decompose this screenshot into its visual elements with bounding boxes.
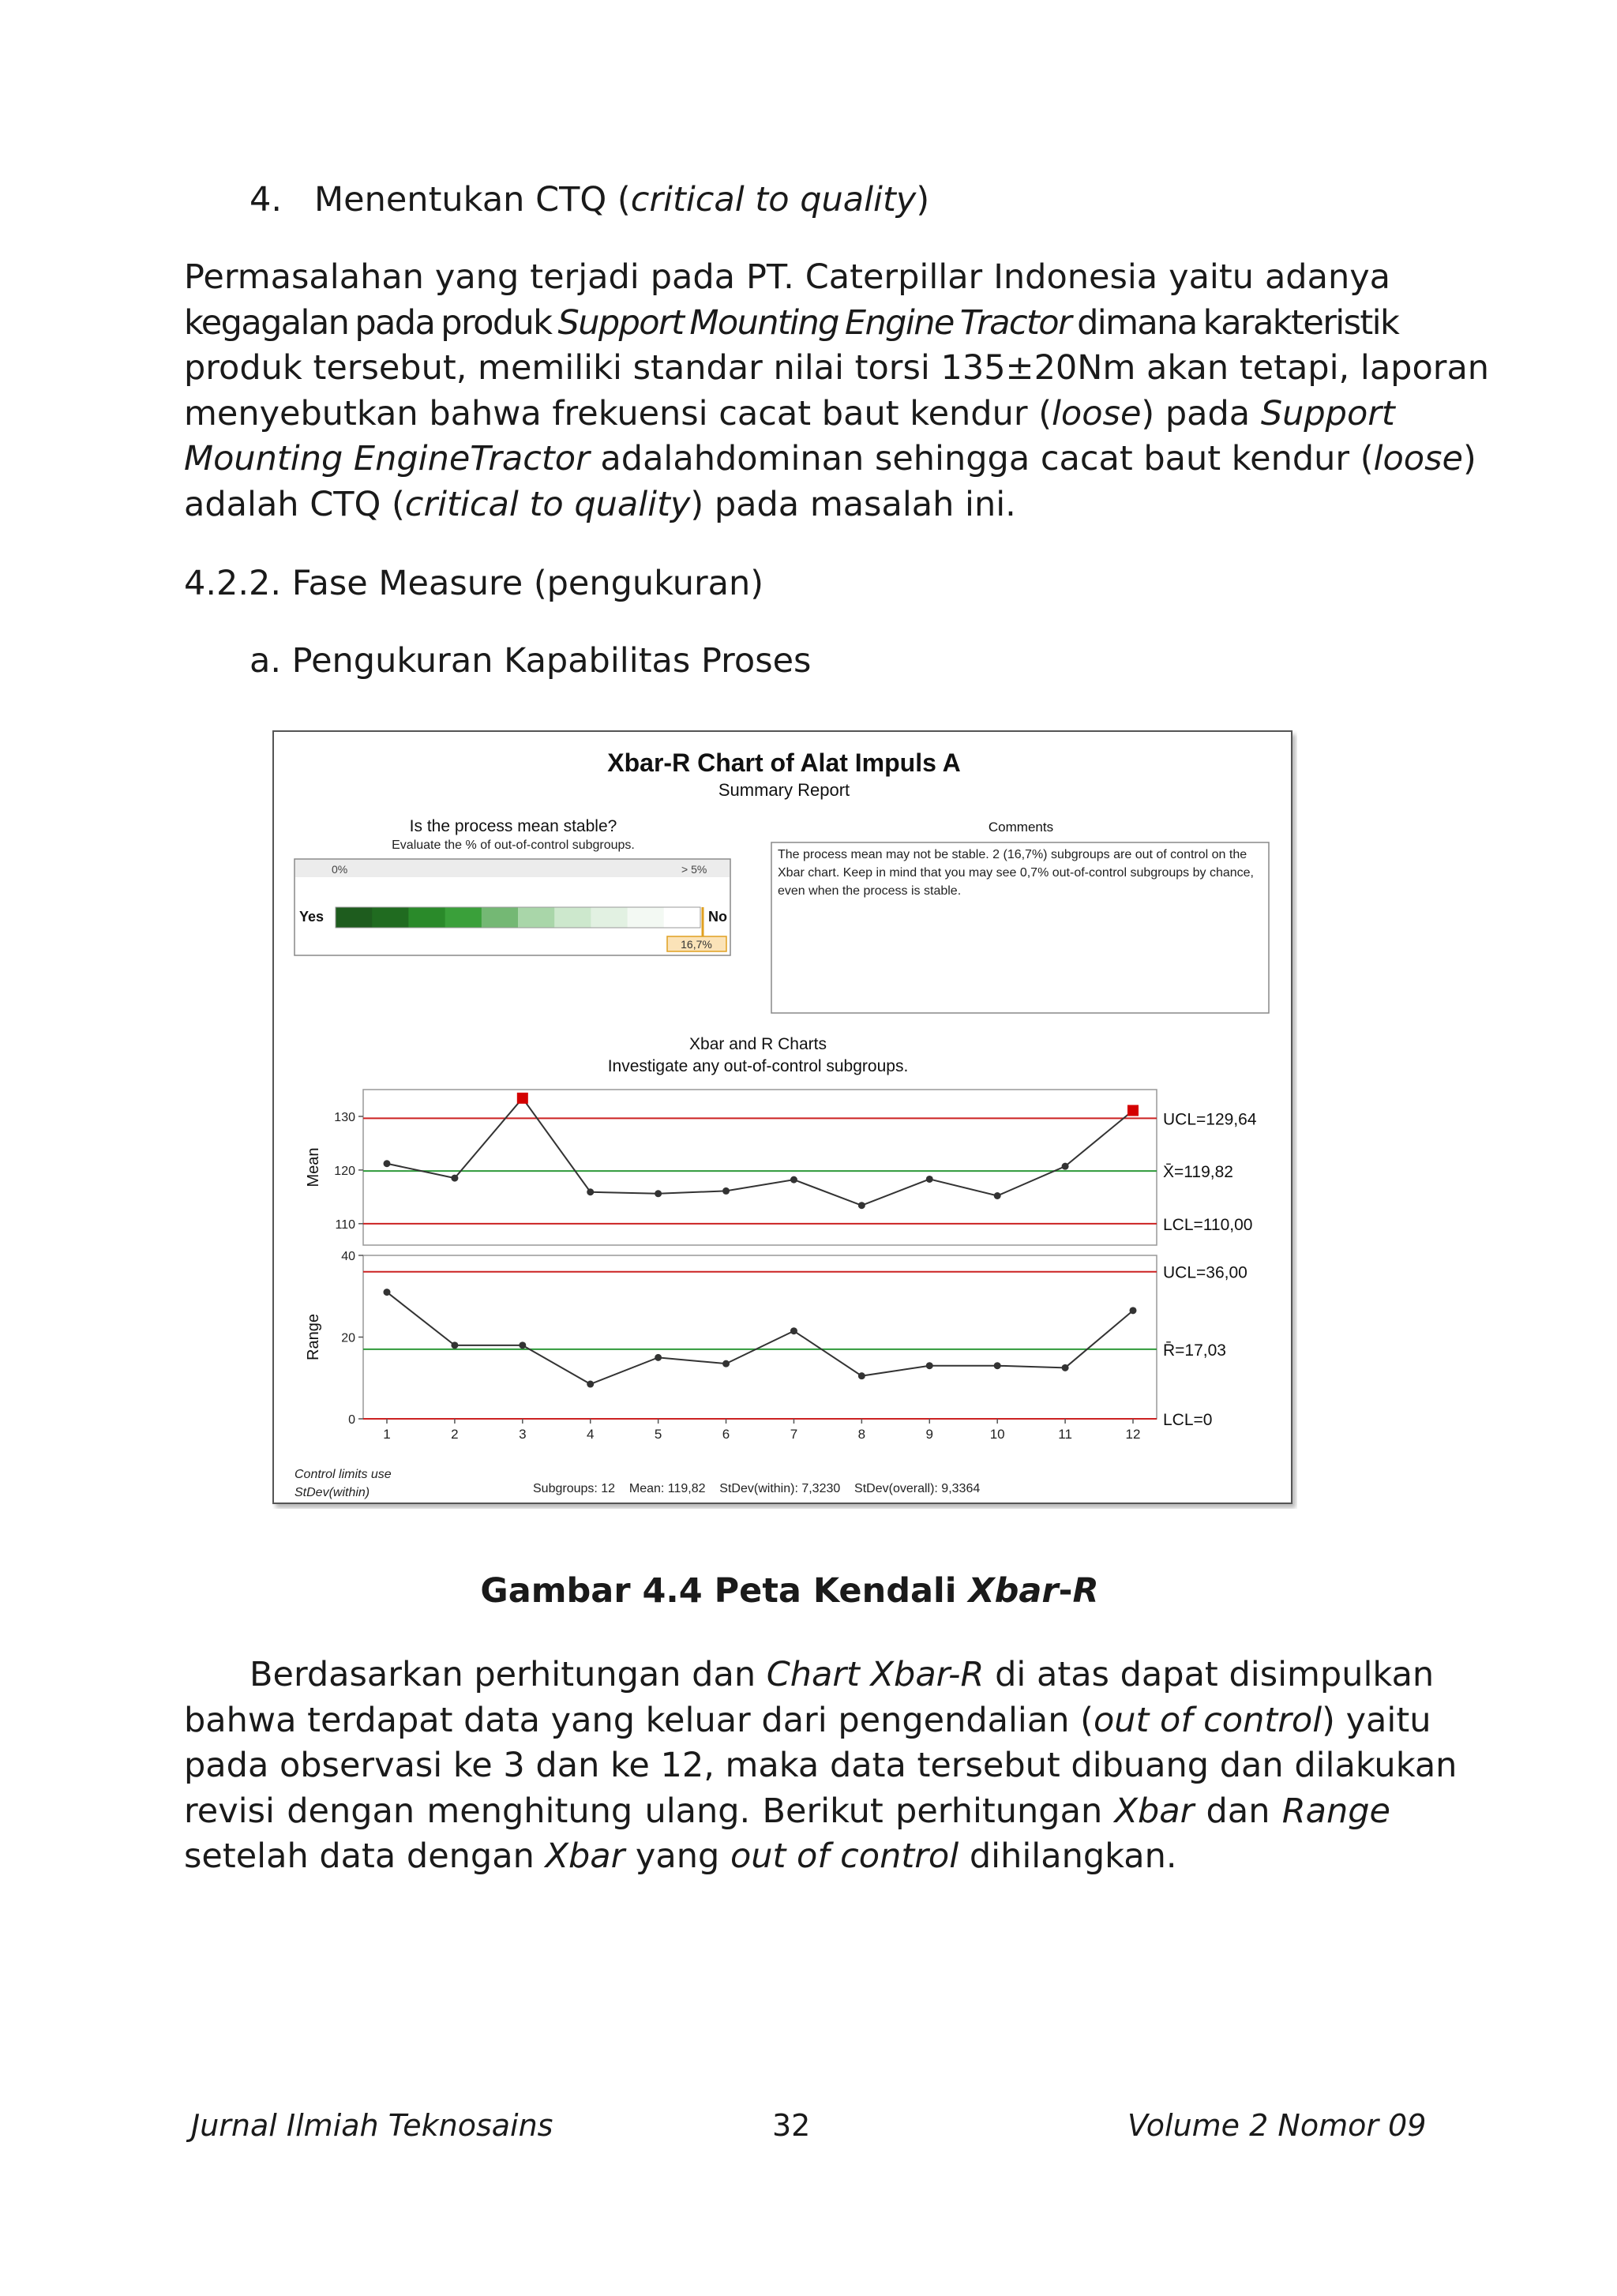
data-point (722, 1360, 730, 1367)
comments-title: Comments (988, 820, 1054, 835)
data-point (384, 1160, 391, 1167)
italic-text: out of control (1093, 1700, 1322, 1740)
italic-text: Support (1260, 393, 1395, 433)
data-point (1062, 1364, 1069, 1371)
lcl-label: LCL=110,00 (1163, 1215, 1253, 1234)
para2-line (184, 1789, 1390, 1835)
text: ) (1462, 439, 1476, 478)
y-tick-label: 20 (341, 1331, 355, 1345)
para1-line (184, 482, 1390, 528)
y-tick-label: 40 (341, 1250, 355, 1263)
data-point (1062, 1163, 1069, 1170)
data-point (587, 1188, 594, 1195)
y-tick-label: 130 (334, 1110, 355, 1124)
para2-line (184, 1743, 1458, 1789)
caption-italic: Xbar (968, 1571, 1059, 1611)
range-chart (305, 1250, 1247, 1442)
data-point (858, 1202, 865, 1209)
figure-subtitle: Summary Report (718, 780, 850, 800)
caption-text: - (1058, 1571, 1073, 1611)
text: dan (1194, 1791, 1282, 1831)
data-point (655, 1354, 662, 1361)
italic-text: loose (1373, 439, 1463, 478)
value-label: 16,7% (681, 938, 712, 951)
charts-title: Xbar and R Charts (689, 1035, 827, 1053)
text: di atas dapat disimpulkan (984, 1655, 1435, 1694)
italic-text: Mounting EngineTractor (184, 439, 590, 478)
data-point (994, 1192, 1001, 1199)
y-tick-label: 0 (348, 1413, 355, 1427)
text: setelah data dengan (184, 1836, 546, 1876)
footnote-line2: StDev(within) (295, 1486, 370, 1499)
caption-text: Gambar 4.4 Peta Kendali (480, 1571, 969, 1611)
x-tick-label: 10 (989, 1427, 1005, 1442)
no-label: No (708, 909, 727, 925)
y-tick-label: 120 (334, 1164, 355, 1178)
gradient-segment (372, 907, 409, 928)
x-tick-label: 11 (1058, 1427, 1072, 1442)
list-item-heading (249, 177, 929, 223)
x-tick-label: 6 (722, 1427, 730, 1442)
para1-line (184, 437, 1476, 482)
x-tick-label: 1 (383, 1427, 391, 1442)
x-tick-label: 5 (654, 1427, 662, 1442)
center-label: X̄=119,82 (1163, 1163, 1233, 1182)
para1-line (184, 301, 1399, 347)
data-point (451, 1341, 458, 1349)
data-point (587, 1381, 594, 1388)
data-point (790, 1327, 797, 1334)
figure-svg (272, 730, 1297, 1509)
italic-text: Xbar (545, 1836, 625, 1876)
comments-fo (778, 846, 1263, 1004)
gradient-segment (554, 907, 591, 928)
stats-line: Subgroups: 12 Mean: 119,82 StDev(within): 7,3230 StDev(overall): 9,3364 (533, 1482, 981, 1495)
ucl-label: UCL=36,00 (1163, 1263, 1247, 1282)
data-point (926, 1362, 933, 1369)
paragraph-ctq (184, 255, 1490, 527)
ucl-label: UCL=129,64 (1163, 1110, 1257, 1129)
scale-right-label: > 5% (681, 863, 707, 876)
scale-header (295, 860, 730, 877)
lcl-label: LCL=0 (1163, 1411, 1213, 1429)
gradient-segment (482, 907, 519, 928)
text: ) pada (1141, 393, 1261, 433)
italic-text: critical to quality (404, 484, 691, 524)
italic-text: Chart Xbar-R (766, 1655, 985, 1694)
gradient-segment (591, 907, 628, 928)
x-tick-label: 9 (925, 1427, 934, 1442)
text: pada observasi ke 3 dan ke 12, maka data tersebut dibuang dan dilakukan (184, 1746, 1458, 1785)
gradient-segment (628, 907, 665, 928)
caption-italic: R (1072, 1571, 1099, 1611)
x-tick-label: 3 (519, 1427, 527, 1442)
comments-text: The process mean may not be stable. 2 (16,7%) subgroups are out of control on the Xbar chart. Keep in mind that you may see 0,7% out-of-control subgroups by chance, even when the process is stable. (778, 848, 1254, 898)
data-point (994, 1362, 1001, 1369)
scale-left-label: 0% (332, 863, 348, 876)
data-point (790, 1176, 797, 1184)
xbar-chart (305, 1090, 1257, 1245)
text: bahwa terdapat data yang keluar dari pengendalian ( (184, 1700, 1094, 1740)
x-tick-label: 12 (1125, 1427, 1141, 1442)
y-axis-label: Range (305, 1314, 322, 1360)
text: revisi dengan menghitung ulang. Berikut perhitungan (184, 1791, 1115, 1831)
para2-line (184, 1698, 1431, 1744)
footer-journal: Jurnal Ilmiah Teknosains (191, 2108, 553, 2143)
text: ) yaitu (1322, 1700, 1431, 1740)
stability-subtext: Evaluate the % of out-of-control subgroups. (392, 838, 635, 852)
section-heading: 4.2.2. Fase Measure (pengukuran) (184, 564, 764, 603)
x-tick-label: 8 (857, 1427, 866, 1442)
gradient-segment (445, 907, 482, 928)
heading-italic: critical to quality (630, 180, 917, 219)
plot-area (363, 1090, 1157, 1245)
charts-subtitle: Investigate any out-of-control subgroups. (607, 1057, 909, 1075)
heading-text: Menentukan CTQ ( (314, 180, 631, 219)
data-point (451, 1175, 458, 1182)
data-point (858, 1372, 865, 1379)
list-number: 4. (249, 180, 283, 219)
x-tick-label: 2 (451, 1427, 459, 1442)
para2-line (184, 1653, 1435, 1698)
data-point (519, 1341, 526, 1349)
para1-line (184, 255, 1390, 301)
italic-text: out of control (730, 1836, 959, 1876)
data-point (1130, 1307, 1137, 1314)
gradient-segment (336, 907, 373, 928)
footnote-line1: Control limits use (295, 1468, 392, 1481)
y-axis-label: Mean (305, 1147, 322, 1187)
para2-line (184, 1834, 1390, 1880)
page-number: 32 (772, 2108, 811, 2143)
text: adalah CTQ ( (184, 484, 405, 524)
stability-question: Is the process mean stable? (409, 817, 617, 835)
data-point (926, 1176, 933, 1183)
data-point (722, 1187, 730, 1195)
footer-volume: Volume 2 Nomor 09 (1127, 2108, 1427, 2143)
y-tick-label: 110 (335, 1217, 355, 1232)
text: yang (625, 1836, 730, 1876)
italic-text: Support Mounting Engine Tractor (557, 302, 1071, 343)
figure-caption (0, 1571, 1579, 1611)
text: dimana karakteristik (1071, 302, 1399, 343)
text: adalahdominan sehingga cacat baut kendur ( (589, 439, 1374, 478)
italic-text: Range (1281, 1791, 1390, 1831)
gradient-segment (664, 907, 701, 928)
subsection-heading: a. Pengukuran Kapabilitas Proses (249, 641, 812, 681)
text: dihilangkan. (959, 1836, 1177, 1876)
center-label: R̄=17,03 (1163, 1341, 1226, 1360)
yes-label: Yes (299, 909, 325, 925)
x-tick-label: 7 (790, 1427, 798, 1442)
text: kegagalan pada produk (184, 302, 558, 343)
para1-line (184, 392, 1395, 437)
text: Berdasarkan perhitungan dan (249, 1655, 767, 1694)
gradient-segment (408, 907, 445, 928)
heading-text-end: ) (916, 180, 930, 219)
figure-xbar-r-chart (272, 730, 1297, 1509)
data-point (384, 1289, 391, 1296)
x-tick-label: 4 (586, 1427, 595, 1442)
out-of-control-point (517, 1093, 528, 1104)
plot-area (363, 1255, 1157, 1419)
out-of-control-point (1127, 1105, 1139, 1116)
text: Permasalahan yang terjadi pada PT. Caterpillar Indonesia yaitu adanya (184, 257, 1390, 297)
text: produk tersebut, memiliki standar nilai torsi 135±20Nm akan tetapi, laporan (184, 348, 1490, 388)
text: ) pada masalah ini. (690, 484, 1016, 524)
text: menyebutkan bahwa frekuensi cacat baut kendur ( (184, 393, 1052, 433)
para1-line (184, 346, 1490, 392)
italic-text: loose (1051, 393, 1142, 433)
italic-text: Xbar (1114, 1791, 1195, 1831)
data-point (655, 1190, 662, 1197)
figure-title: Xbar-R Chart of Alat Impuls A (607, 748, 961, 777)
gradient-segment (518, 907, 555, 928)
paragraph-conclusion (184, 1653, 1458, 1880)
stability-gradient-bar (336, 907, 701, 928)
